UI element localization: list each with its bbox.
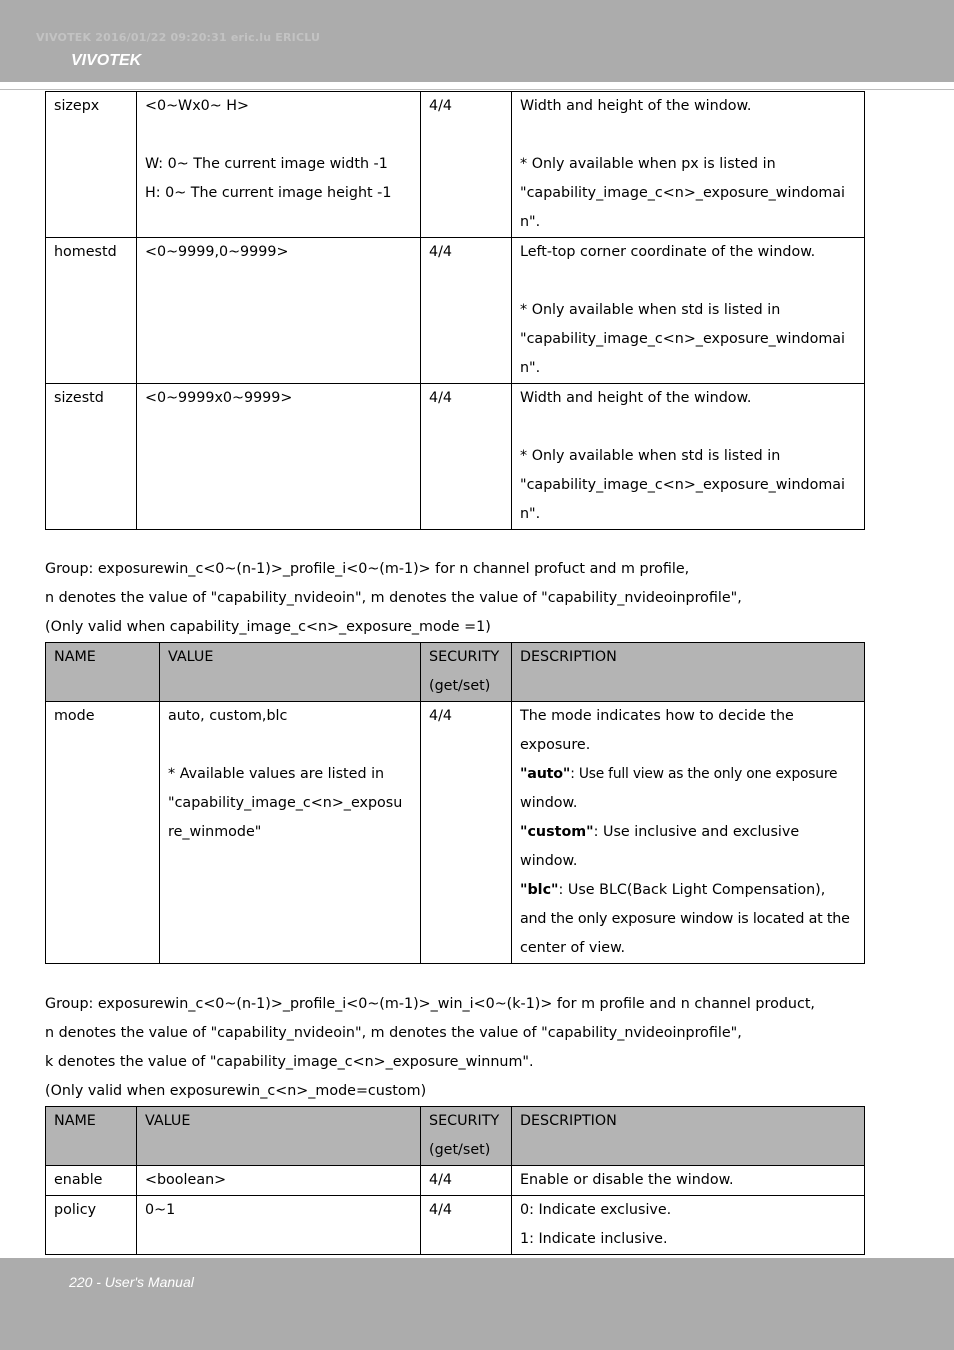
desc-line: exposure. — [520, 737, 591, 753]
group-line: (Only valid when capability_image_c<n>_exposure_mode =1) — [45, 619, 491, 635]
table-row — [46, 1166, 865, 1196]
value-line: re_winmode" — [168, 824, 262, 840]
desc-line: Left-top corner coordinate of the window. — [520, 244, 816, 260]
table-row — [46, 92, 865, 238]
desc-line: * Only available when std is listed in — [520, 302, 781, 318]
header-description: DESCRIPTION — [512, 1107, 865, 1166]
desc-line: * Only available when px is listed in — [520, 156, 776, 172]
value-line: <0~9999x0~9999> — [145, 390, 293, 406]
header-divider — [0, 89, 954, 90]
parameter-table-mode — [45, 642, 865, 964]
header-security-line: SECURITY — [429, 649, 500, 665]
desc-line: n". — [520, 214, 541, 230]
parameter-table-window — [45, 1106, 865, 1255]
table-row — [46, 384, 865, 530]
header-security-line: (get/set) — [429, 1142, 491, 1158]
header-value: VALUE — [137, 1107, 421, 1166]
option-auto: "auto" — [520, 766, 571, 782]
param-security: 4/4 — [421, 1196, 512, 1255]
desc-line: Width and height of the window. — [520, 98, 752, 114]
param-description — [512, 1166, 865, 1196]
group-description-mode — [45, 555, 905, 642]
option-blc: "blc" — [520, 882, 559, 898]
desc-line — [520, 760, 856, 789]
param-security: 4/4 — [421, 238, 512, 384]
desc-line: window. — [520, 795, 578, 811]
desc-line: The mode indicates how to decide the — [520, 708, 794, 724]
group-line: (Only valid when exposurewin_c<n>_mode=custom) — [45, 1083, 427, 1099]
option-auto-text: : Use full view as the only one exposure — [570, 766, 838, 782]
desc-line: center of view. — [520, 940, 626, 956]
param-name: sizestd — [46, 384, 137, 530]
desc-line: and the only exposure window is located at the — [520, 911, 850, 927]
desc-line: n". — [520, 506, 541, 522]
desc-line: "capability_image_c<n>_exposure_windomai — [520, 185, 846, 201]
group-description-window — [45, 990, 905, 1106]
param-security: 4/4 — [421, 384, 512, 530]
option-blc-text: : Use BLC(Back Light Compensation), — [558, 882, 826, 898]
group-line: n denotes the value of "capability_nvideoin", m denotes the value of "capability_nvideoinprofile", — [45, 1025, 742, 1041]
table-row — [46, 1196, 865, 1255]
value-line: "capability_image_c<n>_exposu — [168, 795, 403, 811]
param-security: 4/4 — [421, 702, 512, 964]
header-security — [421, 643, 512, 702]
option-custom: "custom" — [520, 824, 594, 840]
param-description — [512, 384, 865, 530]
desc-line: 1: Indicate inclusive. — [520, 1231, 668, 1247]
watermark-text: VIVOTEK 2016/01/22 09:20:31 eric.lu ERICLU — [36, 31, 321, 44]
header-name: NAME — [46, 1107, 137, 1166]
header-name: NAME — [46, 643, 160, 702]
table-header-row — [46, 643, 865, 702]
header-description: DESCRIPTION — [512, 643, 865, 702]
value-line: <0~Wx0~ H> — [145, 98, 250, 114]
blank-line — [145, 121, 412, 150]
blank-line — [520, 267, 856, 296]
param-description — [512, 1196, 865, 1255]
desc-line: window. — [520, 853, 578, 869]
value-line: <0~9999,0~9999> — [145, 244, 289, 260]
desc-line — [520, 818, 856, 847]
param-name: enable — [46, 1166, 137, 1196]
param-description — [512, 238, 865, 384]
brand-logo: VIVOTEK — [71, 52, 142, 69]
param-security: 4/4 — [421, 92, 512, 238]
parameter-table-window-size — [45, 91, 865, 530]
header-security-line: (get/set) — [429, 678, 491, 694]
desc-line: Width and height of the window. — [520, 390, 752, 406]
page-number: 220 - User's Manual — [69, 1274, 194, 1290]
blank-line — [168, 731, 412, 760]
param-name: homestd — [46, 238, 137, 384]
header-value: VALUE — [160, 643, 421, 702]
header-security-line: SECURITY — [429, 1113, 500, 1129]
param-name: sizepx — [46, 92, 137, 238]
page-footer — [0, 1258, 954, 1350]
param-description — [512, 702, 865, 964]
param-value: 0~1 — [137, 1196, 421, 1255]
value-line: auto, custom,blc — [168, 708, 288, 724]
param-name: mode — [46, 702, 160, 964]
blank-line — [520, 413, 856, 442]
desc-line: 0: Indicate exclusive. — [520, 1202, 672, 1218]
param-value — [137, 92, 421, 238]
page-header — [0, 0, 954, 82]
desc-line: "capability_image_c<n>_exposure_windomai — [520, 331, 846, 347]
desc-line: * Only available when std is listed in — [520, 448, 781, 464]
param-security: 4/4 — [421, 1166, 512, 1196]
param-value — [137, 238, 421, 384]
table-header-row — [46, 1107, 865, 1166]
param-value — [137, 384, 421, 530]
value-line: * Available values are listed in — [168, 766, 385, 782]
group-line: Group: exposurewin_c<0~(n-1)>_profile_i<0~(m-1)> for n channel profuct and m profile, — [45, 561, 690, 577]
param-value: <boolean> — [137, 1166, 421, 1196]
param-description — [512, 92, 865, 238]
table-row — [46, 238, 865, 384]
header-security — [421, 1107, 512, 1166]
desc-line: n". — [520, 360, 541, 376]
group-line: Group: exposurewin_c<0~(n-1)>_profile_i<0~(m-1)>_win_i<0~(k-1)> for m profile and n channel product, — [45, 996, 815, 1012]
group-line: n denotes the value of "capability_nvideoin", m denotes the value of "capability_nvideoinprofile", — [45, 590, 742, 606]
param-value — [160, 702, 421, 964]
table-row — [46, 702, 865, 964]
value-line: H: 0~ The current image height -1 — [145, 185, 392, 201]
desc-line: "capability_image_c<n>_exposure_windomai — [520, 477, 846, 493]
param-name: policy — [46, 1196, 137, 1255]
value-line: W: 0~ The current image width -1 — [145, 156, 388, 172]
option-custom-text: : Use inclusive and exclusive — [593, 824, 800, 840]
desc-line — [520, 876, 856, 905]
group-line: k denotes the value of "capability_image_c<n>_exposure_winnum". — [45, 1054, 534, 1070]
desc-line: Enable or disable the window. — [520, 1172, 734, 1188]
blank-line — [520, 121, 856, 150]
